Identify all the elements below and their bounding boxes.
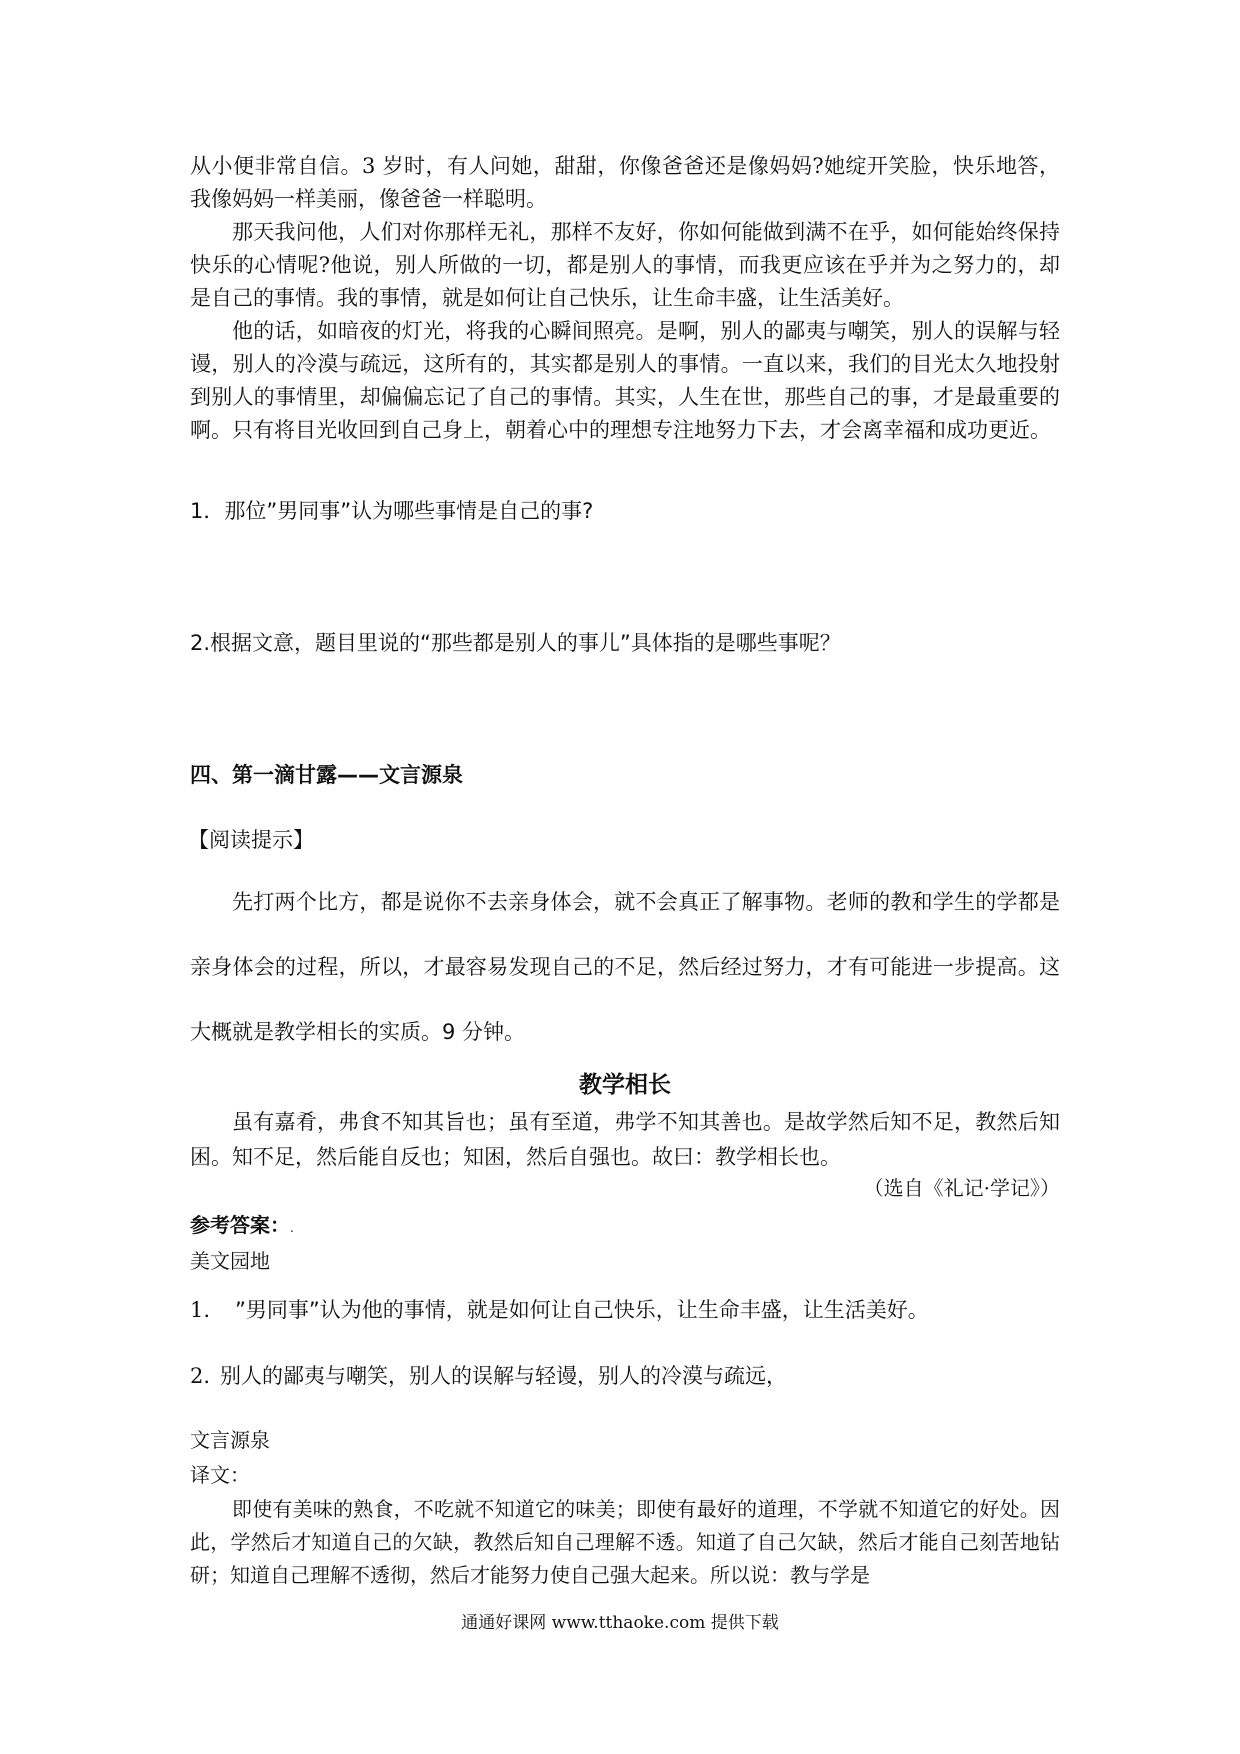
story-paragraph-2: 那天我问他，人们对你那样无礼，那样不友好，你如何能做到满不在乎，如何能始终保持快乐的心情呢?他说，别人所做的一切，都是别人的事情，而我更应该在乎并为之努力的，却是自己的事情。我的事情，就是如何让自己快乐，让生命丰盛，让生活美好。 (190, 220, 1060, 310)
story-paragraph-1: 从小便非常自信。3 岁时，有人问她，甜甜，你像爸爸还是像妈妈?她绽开笑脸，快乐地答，我像妈妈一样美丽，像爸爸一样聪明。 (190, 154, 1060, 211)
question-1: 1．那位”男同事”认为哪些事情是自己的事? (190, 499, 594, 523)
story-paragraph-3: 他的话，如暗夜的灯光，将我的心瞬间照亮。是啊，别人的鄙夷与嘲笑，别人的误解与轻谩，别人的冷漠与疏远，这所有的，其实都是别人的事情。一直以来，我们的目光太久地投射到别人的事情里，却偏偏忘记了自己的事情。其实，人生在世，那些自己的事，才是最重要的啊。只有将目光收回到自己身上，朝着心中的理想专注地努力下去，才会离幸福和成功更近。 (190, 319, 1060, 442)
reading-hint-label: 【阅读提示】 (188, 828, 314, 852)
answers-subheading-essay: 美文园地 (190, 1249, 270, 1273)
reading-hint-text: 先打两个比方，都是说你不去亲身体会，就不会真正了解事物。老师的教和学生的学都是亲身体会的过程，所以，才最容易发现自己的不足，然后经过努力，才有可能进一步提高。这大概就是教学相长的实质。9 分钟。 (190, 890, 1060, 1044)
answer-2: 2. 别人的鄙夷与嘲笑，别人的误解与轻谩，别人的冷漠与疏远， (190, 1364, 787, 1388)
answers-heading: 参考答案：. (190, 1213, 294, 1237)
answers-subheading-classical: 文言源泉 (190, 1428, 270, 1452)
answer-1: 1. ”男同事”认为他的事情，就是如何让自己快乐，让生命丰盛，让生活美好。 (190, 1298, 929, 1322)
page-footer: 通通好课网 www.tthaoke.com 提供下载 (461, 1613, 779, 1633)
classical-source: （选自《礼记·学记》） (863, 1176, 1060, 1200)
translation-text: 即使有美味的熟食，不吃就不知道它的味美；即使有最好的道理，不学就不知道它的好处。因此，学然后才知道自己的欠缺，教然后知自己理解不透。知道了自己欠缺，然后才能自己刻苦地钻研；知道自己理解不透彻，然后才能努力使自己强大起来。所以说：教与学是 (190, 1497, 1060, 1587)
classical-text: 虽有嘉肴，弗食不知其旨也；虽有至道，弗学不知其善也。是故学然后知不足，教然后知困。知不足，然后能自反也；知困，然后自强也。故曰：教学相长也。 (190, 1110, 1060, 1169)
question-2: 2.根据文意，题目里说的“那些都是别人的事儿”具体指的是哪些事呢？ (190, 631, 841, 655)
translation-label: 译文： (190, 1463, 250, 1487)
classical-title: 教学相长 (579, 1072, 671, 1098)
section-heading: 四、第一滴甘露——文言源泉 (190, 763, 463, 787)
